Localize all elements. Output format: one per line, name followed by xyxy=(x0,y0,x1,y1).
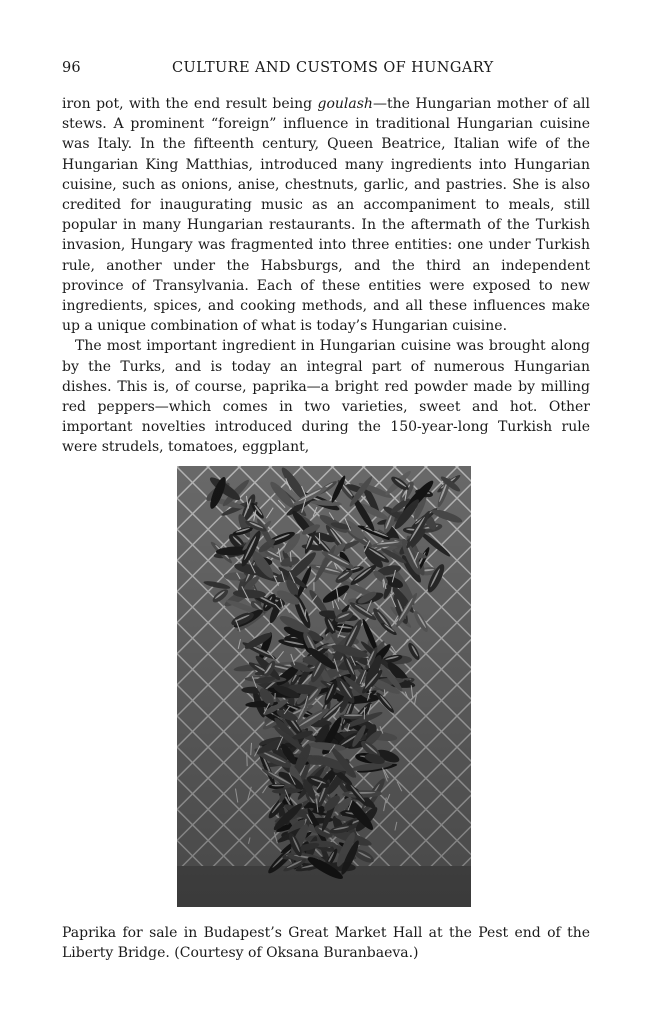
italic-term-goulash: goulash xyxy=(317,96,373,112)
running-header xyxy=(62,58,590,78)
page-number: 96 xyxy=(62,60,81,76)
body-text xyxy=(62,94,590,458)
running-head-title: CULTURE AND CUSTOMS OF HUNGARY xyxy=(172,60,494,76)
figure-caption: Paprika for sale in Budapest’s Great Market Hall at the Pest end of the Liberty Bridge. (Courtesy of Oksana Buranbaeva.) xyxy=(62,925,590,962)
paragraph-2: The most important ingredient in Hungarian cuisine was brought along by the Turks, and is today an integral part of numerous Hungarian dishes. This is, of course, paprika—a bright red powder made by milling red peppers—which comes in two varieties, sweet and hot. Other important novelties introduced during the 150-year-long Turkish rule were strudels, tomatoes, eggplant, xyxy=(62,338,590,456)
paragraph-1: iron pot, with the end result being goulash—the Hungarian mother of all stews. A prominent “foreign” influence in traditional Hungarian cuisine was Italy. In the fifteenth century, Queen Beatrice, Italian wife of the Hungarian King Matthias, introduced many ingredients into Hungarian cuisine, such as onions, anise, chestnuts, garlic, and pastries. She is also credited for inaugurating music as an accompaniment to meals, still popular in many Hungarian restaurants. In the aftermath of the Turkish invasion, Hungary was fragmented into three entities: one under Turkish rule, another under the Habsburgs, and the third an independent province of Transylvania. Each of these entities were exposed to new ingredients, spices, and cooking methods, and all these influences make up a unique combination of what is today’s Hungarian cuisine. xyxy=(62,96,590,335)
paprika-photo xyxy=(177,466,471,907)
paprika-photo-illustration xyxy=(177,466,471,907)
